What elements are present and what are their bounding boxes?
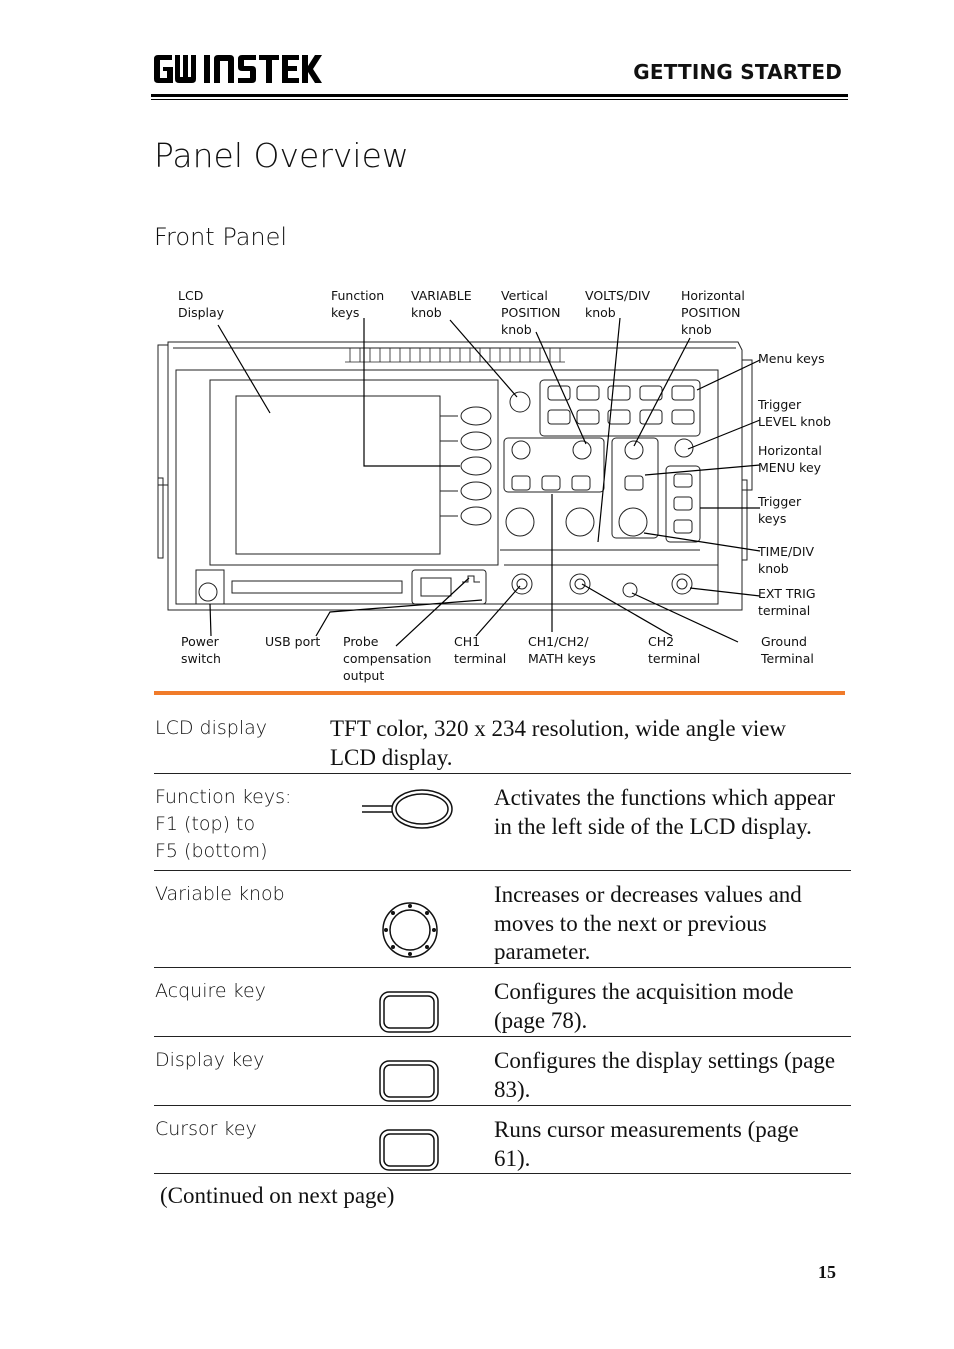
desc-cursor-key: Runs cursor measurements (page 61). (494, 1117, 799, 1171)
term-display-key: Display key (155, 1049, 265, 1071)
label-lcd-display: LCD Display (178, 288, 225, 320)
label-ch2-terminal: CH2 terminal (648, 634, 701, 666)
row-divider (154, 773, 851, 774)
cursor-key-icon (378, 1128, 440, 1172)
row-divider (154, 1105, 851, 1106)
label-ext-trig: EXT TRIG terminal (758, 586, 816, 618)
label-function-keys: Function keys (331, 288, 385, 320)
header-rule-thin (151, 99, 848, 100)
desc-display-key: Configures the display settings (page 83). (494, 1048, 836, 1102)
label-probe-compensation: Probe compensation output (343, 634, 432, 683)
header-rule (151, 94, 848, 97)
label-time-div: TIME/DIV knob (758, 544, 815, 576)
variable-knob-icon (380, 900, 440, 960)
page-number: 15 (818, 1262, 836, 1282)
row-divider (154, 1036, 851, 1037)
acquire-key-icon (378, 990, 440, 1034)
desc-function-keys: Activates the functions which appear in the left side of the LCD display. (494, 785, 836, 839)
function-key-icon (356, 784, 456, 834)
term-lcd-display: LCD display (155, 717, 267, 739)
label-horizontal-position: Horizontal POSITION knob (681, 288, 745, 337)
page-title: Panel Overview (154, 136, 409, 175)
term-cursor-key: Cursor key (155, 1118, 257, 1140)
continued-note: (Continued on next page) (160, 1183, 395, 1208)
label-volts-div: VOLTS/DIV knob (585, 288, 651, 320)
label-power-switch: Power switch (181, 634, 221, 666)
label-usb-port: USB port (265, 634, 321, 649)
label-trigger-keys: Trigger keys (758, 494, 802, 526)
label-vertical-position: Vertical POSITION knob (501, 288, 561, 337)
row-divider (154, 967, 851, 968)
term-function-keys: Function keys: F1 (top) to F5 (bottom) (155, 786, 292, 862)
row-divider (154, 870, 851, 871)
label-ch1-ch2-math: CH1/CH2/ MATH keys (528, 634, 596, 666)
label-ground-terminal: Ground Terminal (761, 634, 814, 666)
display-key-icon (378, 1059, 440, 1103)
section-header: GETTING STARTED (633, 60, 842, 84)
label-trigger-level: Trigger LEVEL knob (758, 397, 831, 429)
label-variable-knob: VARIABLE knob (411, 288, 472, 320)
desc-lcd-display: TFT color, 320 x 234 resolution, wide angle view LCD display. (330, 716, 787, 770)
desc-variable-knob: Increases or decreases values and moves to the next or previous parameter. (494, 882, 802, 964)
gw-instek-logo (152, 53, 324, 85)
label-menu-keys: Menu keys (758, 351, 825, 366)
desc-acquire-key: Configures the acquisition mode (page 78). (494, 979, 794, 1033)
row-divider (154, 1173, 851, 1174)
term-variable-knob: Variable knob (155, 883, 285, 905)
section-subtitle: Front Panel (154, 223, 288, 251)
accent-rule (154, 691, 845, 695)
label-ch1-terminal: CH1 terminal (454, 634, 507, 666)
term-acquire-key: Acquire key (155, 980, 266, 1002)
label-horizontal-menu: Horizontal MENU key (758, 443, 822, 475)
